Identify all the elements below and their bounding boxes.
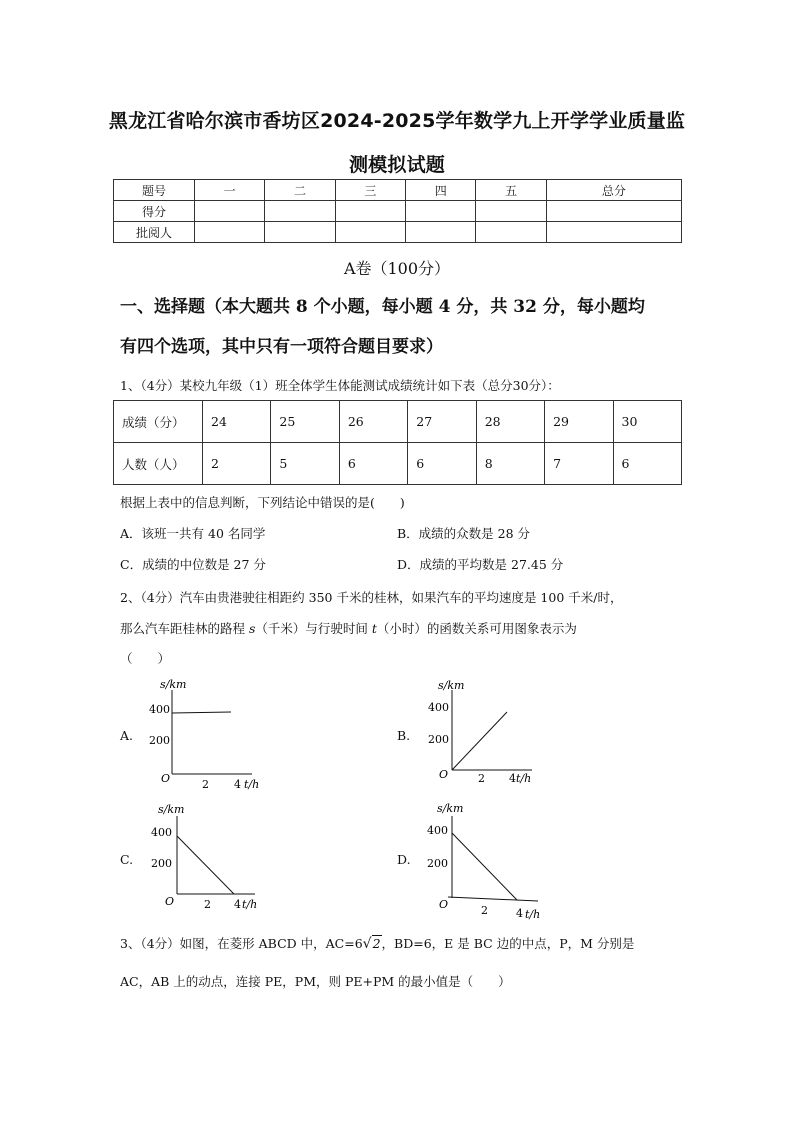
tick-label-400: 400 bbox=[427, 824, 448, 837]
tick-label-400: 400 bbox=[428, 701, 449, 714]
x-axis bbox=[448, 897, 538, 901]
part1-heading-line1: 一、选择题（本大题共 8 个小题，每小题 4 分，共 32 分，每小题均 bbox=[120, 297, 645, 317]
q1-cell: 6 bbox=[408, 443, 476, 485]
q1-cell: 人数（人） bbox=[114, 443, 203, 485]
tick-label-2: 2 bbox=[202, 778, 209, 791]
q1-option-a[interactable]: A．该班一共有 40 名同学 bbox=[120, 526, 266, 541]
q3-sqrt-radicand: 2 bbox=[372, 936, 381, 951]
q2-stem-line2 bbox=[120, 619, 577, 637]
q1-option-d[interactable]: D．成绩的平均数是 27.45 分 bbox=[397, 557, 564, 572]
tick-label-2: 2 bbox=[478, 772, 485, 785]
score-table-row bbox=[114, 201, 682, 222]
q2-var-t: t bbox=[371, 621, 377, 636]
score-table-row bbox=[114, 222, 682, 243]
q1-cell: 6 bbox=[339, 443, 407, 485]
score-header-cell: 总分 bbox=[546, 180, 681, 201]
q2-stem-part: （千米）与行驶时间 bbox=[255, 621, 372, 636]
q1-cell: 29 bbox=[545, 401, 613, 443]
tick-label-4: 4 bbox=[234, 898, 241, 911]
q1-table-row-counts bbox=[114, 443, 682, 485]
score-cell[interactable] bbox=[406, 222, 476, 243]
origin-label: O bbox=[161, 772, 171, 785]
q3-text: ，BD=6，E 是 BC 边的中点，P，M 分别是 bbox=[381, 936, 635, 951]
q1-cell: 2 bbox=[203, 443, 271, 485]
document-title-line2: 测模拟试题 bbox=[348, 154, 445, 176]
score-header-cell: 五 bbox=[476, 180, 546, 201]
score-header-cell: 题号 bbox=[114, 180, 195, 201]
q1-cell: 28 bbox=[476, 401, 544, 443]
score-cell[interactable] bbox=[195, 201, 265, 222]
tick-label-4: 4 bbox=[509, 772, 516, 785]
q1-cell: 26 bbox=[339, 401, 407, 443]
q2-stem-part: 那么汽车距桂林的路程 bbox=[120, 621, 249, 636]
q1-cell: 成绩（分） bbox=[114, 401, 203, 443]
q1-cell: 7 bbox=[545, 443, 613, 485]
origin-label: O bbox=[439, 768, 449, 781]
q1-cell: 5 bbox=[271, 443, 339, 485]
tick-label-4: 4 bbox=[234, 778, 241, 791]
q1-table-row-scores bbox=[114, 401, 682, 443]
q1-option-b[interactable]: B．成绩的众数是 28 分 bbox=[397, 526, 531, 541]
q2-graph-b bbox=[420, 674, 550, 794]
score-cell[interactable] bbox=[335, 201, 405, 222]
tick-label-200: 200 bbox=[149, 734, 170, 747]
y-axis-label: s/km bbox=[438, 679, 465, 692]
y-axis-label: s/km bbox=[437, 802, 464, 815]
x-axis-label: t/h bbox=[242, 898, 258, 911]
score-header-cell: 一 bbox=[195, 180, 265, 201]
q3-text: 3、（4分）如图，在菱形 ABCD 中，AC=6 bbox=[120, 936, 363, 951]
sqrt-icon: √ bbox=[362, 936, 372, 952]
y-axis-label: s/km bbox=[158, 803, 185, 816]
score-cell[interactable] bbox=[265, 222, 335, 243]
score-cell[interactable] bbox=[406, 201, 476, 222]
tick-label-200: 200 bbox=[428, 733, 449, 746]
q2-stem-part: （小时）的函数关系可用图象表示为 bbox=[376, 621, 577, 636]
score-cell[interactable] bbox=[476, 222, 546, 243]
score-cell[interactable] bbox=[546, 201, 681, 222]
score-cell[interactable] bbox=[265, 201, 335, 222]
graph-line bbox=[172, 712, 231, 713]
score-header-cell: 三 bbox=[335, 180, 405, 201]
q2-option-b-label[interactable]: B. bbox=[397, 728, 411, 743]
q3-line1 bbox=[120, 934, 634, 952]
part1-heading-line2: 有四个选项，其中只有一项符合题目要求） bbox=[120, 337, 443, 357]
score-header-cell: 四 bbox=[406, 180, 476, 201]
score-row-label: 批阅人 bbox=[114, 222, 195, 243]
score-cell[interactable] bbox=[476, 201, 546, 222]
origin-label: O bbox=[439, 898, 449, 911]
section-a-heading: A卷（100分） bbox=[343, 259, 451, 278]
score-cell[interactable] bbox=[546, 222, 681, 243]
q2-graph-c bbox=[140, 800, 270, 920]
score-table bbox=[113, 179, 682, 243]
x-axis-label: t/h bbox=[516, 772, 532, 785]
q1-cell: 30 bbox=[613, 401, 681, 443]
y-axis-label: s/km bbox=[160, 678, 187, 691]
q1-cell: 24 bbox=[203, 401, 271, 443]
tick-label-4: 4 bbox=[516, 907, 523, 920]
q2-stem-line1: 2、（4分）汽车由贵港驶往相距约 350 千米的桂林，如果汽车的平均速度是 100 千米/时， bbox=[120, 590, 623, 605]
tick-label-400: 400 bbox=[151, 826, 172, 839]
graph-line bbox=[452, 712, 507, 770]
graph-line bbox=[452, 833, 517, 900]
score-row-label: 得分 bbox=[114, 201, 195, 222]
tick-label-400: 400 bbox=[149, 703, 170, 716]
tick-label-2: 2 bbox=[204, 898, 211, 911]
q1-cell: 27 bbox=[408, 401, 476, 443]
q1-prompt: 根据上表中的信息判断，下列结论中错误的是( ) bbox=[120, 495, 405, 510]
q1-stem: 1、（4分）某校九年级（1）班全体学生体能测试成绩统计如下表（总分30分）： bbox=[120, 378, 560, 393]
q2-option-a-label[interactable]: A. bbox=[120, 728, 134, 743]
q2-answer-paren: （ ） bbox=[120, 651, 171, 666]
q1-cell: 6 bbox=[613, 443, 681, 485]
q3-line2: AC，AB 上的动点，连接 PE，PM，则 PE+PM 的最小值是（ ） bbox=[120, 974, 511, 989]
q2-var-s: s bbox=[248, 621, 256, 636]
score-cell[interactable] bbox=[335, 222, 405, 243]
q2-graph-d bbox=[420, 798, 550, 923]
x-axis-label: t/h bbox=[525, 908, 541, 921]
q2-option-c-label[interactable]: C. bbox=[120, 852, 134, 867]
q1-cell: 8 bbox=[476, 443, 544, 485]
q1-cell: 25 bbox=[271, 401, 339, 443]
origin-label: O bbox=[165, 895, 175, 908]
q1-option-c[interactable]: C．成绩的中位数是 27 分 bbox=[120, 557, 266, 572]
q2-graph-a bbox=[140, 674, 270, 794]
score-header-cell: 二 bbox=[265, 180, 335, 201]
score-table-header-row bbox=[114, 180, 682, 201]
graph-line bbox=[177, 836, 234, 894]
x-axis-label: t/h bbox=[244, 778, 260, 791]
tick-label-200: 200 bbox=[427, 857, 448, 870]
q1-grades-table bbox=[113, 400, 682, 485]
tick-label-200: 200 bbox=[151, 857, 172, 870]
document-title-line1: 黑龙江省哈尔滨市香坊区2024-2025学年数学九上开学学业质量监 bbox=[108, 110, 686, 132]
tick-label-2: 2 bbox=[481, 904, 488, 917]
score-cell[interactable] bbox=[195, 222, 265, 243]
q2-option-d-label[interactable]: D. bbox=[397, 852, 411, 867]
